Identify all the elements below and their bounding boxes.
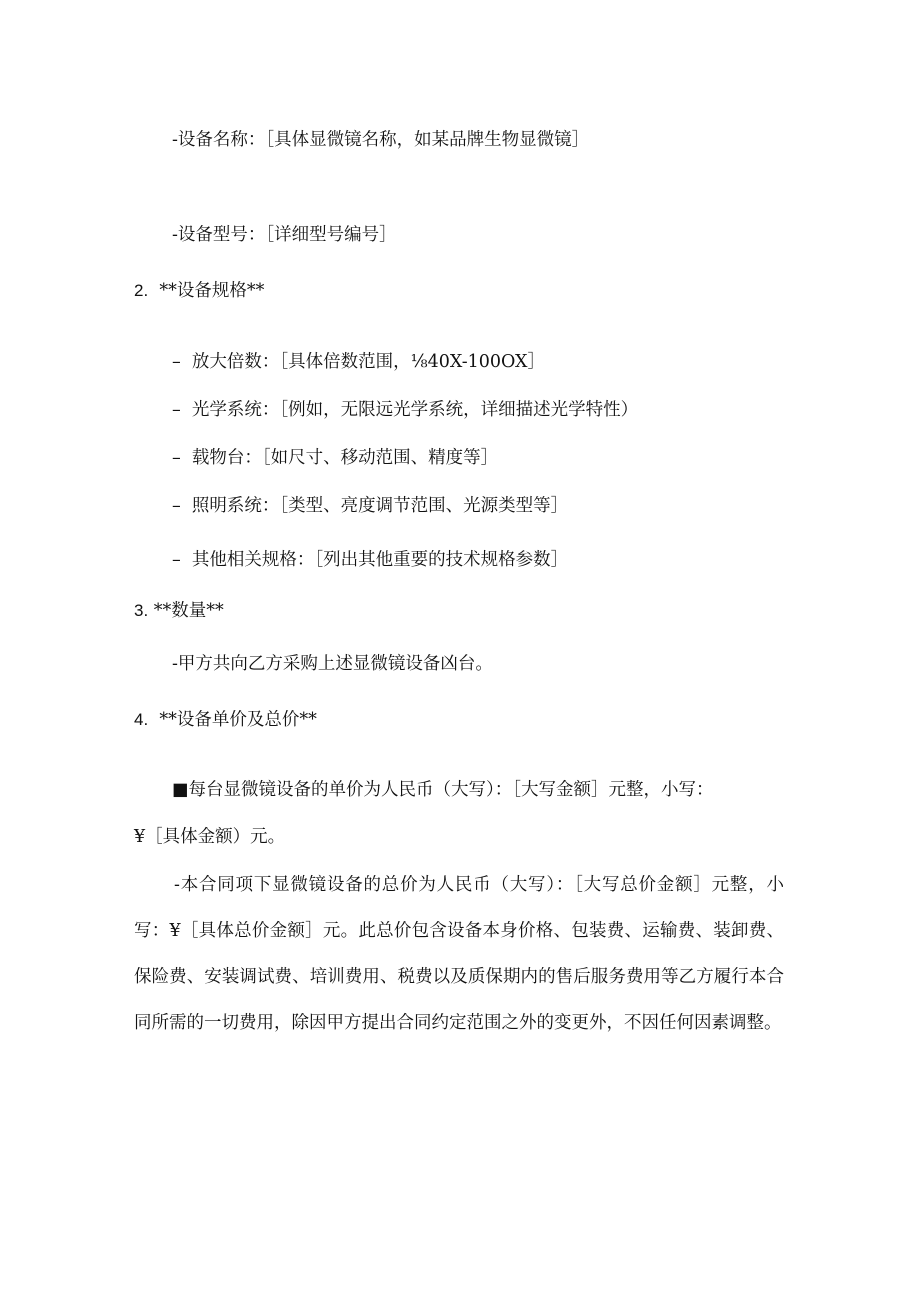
spec-text: 照明系统：［类型、亮度调节范围、光源类型等］ xyxy=(191,496,569,516)
spec-text: 放大倍数：［具体倍数范围，⅛40X-100OX］ xyxy=(191,352,546,372)
spec-text: 光学系统：［例如，无限远光学系统，详细描述光学特性） xyxy=(191,400,639,420)
section-4-number: 4. xyxy=(134,710,149,729)
unit-price-line-2: ¥［具体金额）元。 xyxy=(134,827,286,847)
equipment-name-line: -设备名称：［具体显微镜名称，如某品牌生物显微镜］ xyxy=(172,130,590,150)
section-3-title: **数量** xyxy=(153,601,224,621)
spec-item-stage xyxy=(172,446,498,470)
section-2-title: **设备规格** xyxy=(159,281,265,301)
spec-item-illumination xyxy=(172,494,568,518)
unit-price-line-1: ■每台显微镜设备的单价为人民币（大写）：［大写金额］元整，小写： xyxy=(172,780,714,800)
spec-item-optical-system xyxy=(172,398,638,422)
section-4-title: **设备单价及总价** xyxy=(159,710,317,730)
equipment-model-line: -设备型号：［详细型号编号］ xyxy=(172,225,397,245)
spec-item-magnification xyxy=(172,350,545,374)
total-price-paragraph: -本合同项下显微镜设备的总价为人民币（大写）：［大写总价金额］元整，小写：¥［具体总价金额］元。此总价包含设备本身价格、包装费、运输费、装卸费、保险费、安装调试费、培训费用、税费以及质保期内的售后服务费用等乙方履行本合同所需的一切费用，除因甲方提出合同约定范围之外的变更外，不因任何因素调整。 xyxy=(134,875,784,1033)
spec-text: 其他相关规格：［列出其他重要的技术规格参数］ xyxy=(191,550,569,570)
spec-dash: – xyxy=(172,400,181,420)
spec-dash: – xyxy=(172,448,181,468)
section-4-heading xyxy=(134,708,317,732)
spec-dash: – xyxy=(172,352,181,372)
section-2-heading xyxy=(134,279,264,303)
section-2-number: 2. xyxy=(134,281,149,300)
spec-item-other xyxy=(172,548,568,572)
spec-dash: – xyxy=(172,496,181,516)
section-3-number: 3. xyxy=(134,601,149,620)
spec-text: 载物台：［如尺寸、移动范围、精度等］ xyxy=(191,448,499,468)
section-3-heading xyxy=(134,599,224,623)
spec-dash: – xyxy=(172,550,181,570)
quantity-line: -甲方共向乙方采购上述显微镜设备凶台。 xyxy=(172,654,493,674)
